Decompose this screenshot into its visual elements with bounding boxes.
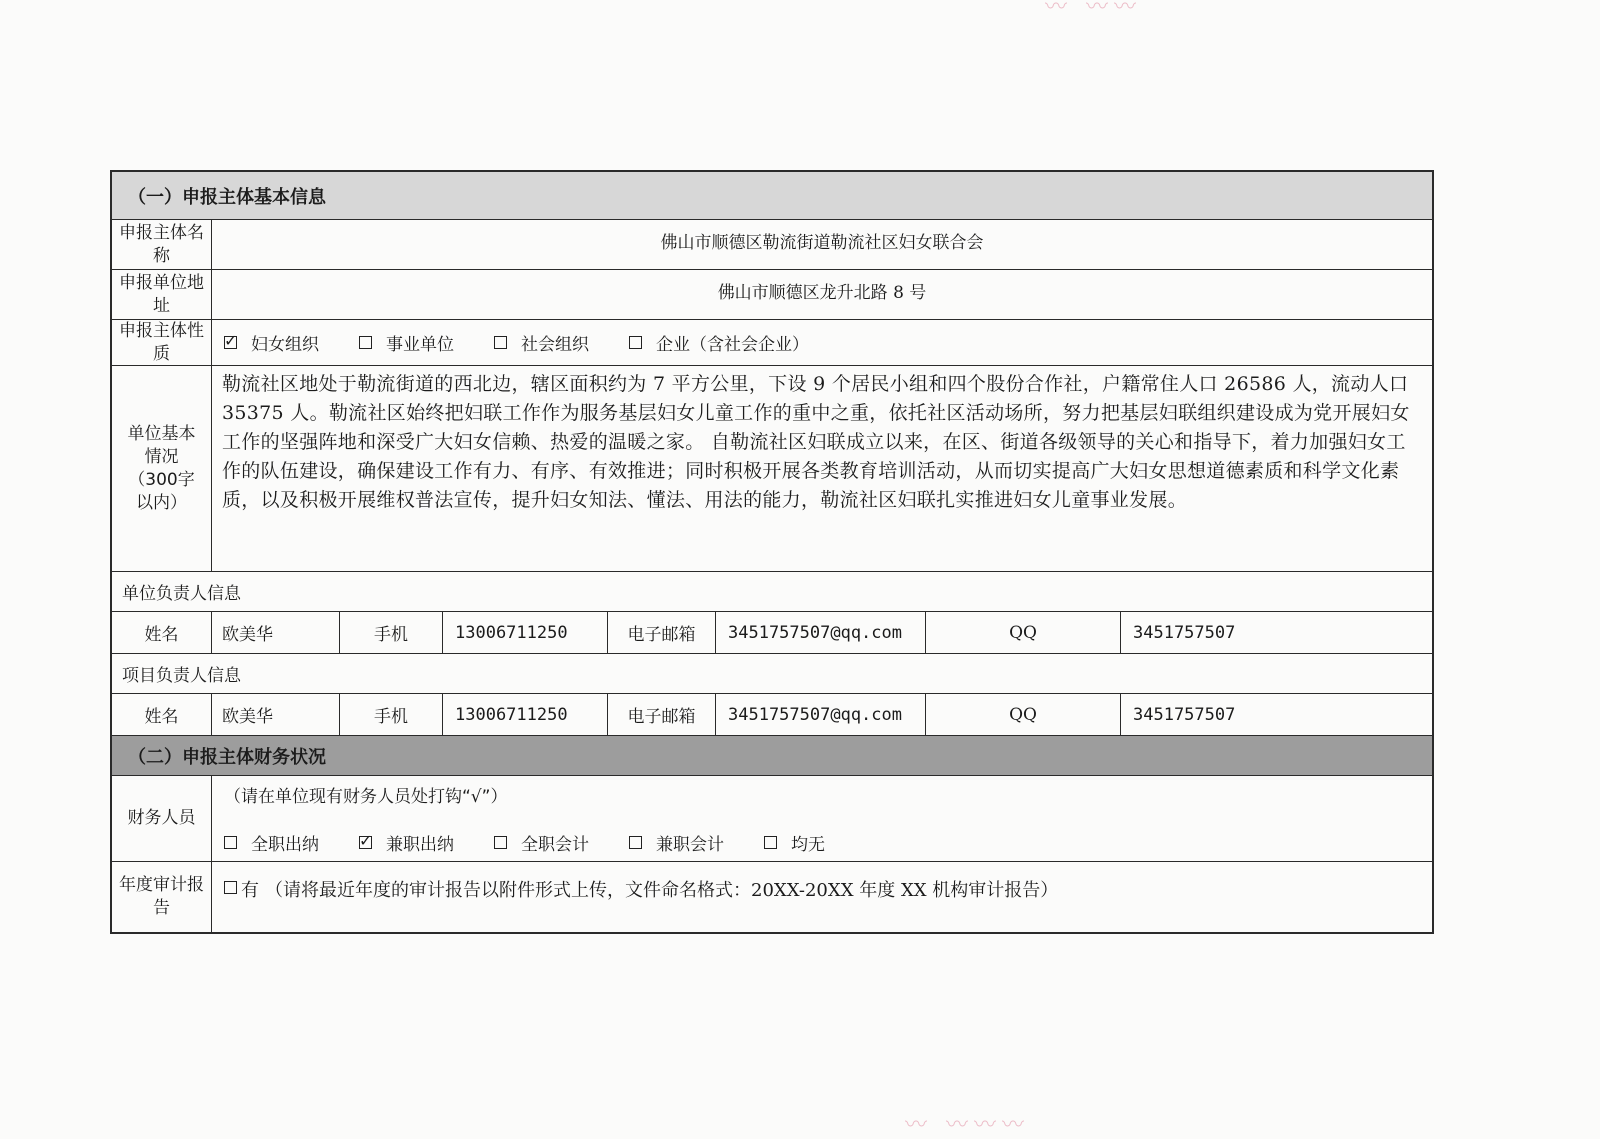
stamp-fragment-bottom: 〰 〰〰〰 [905,1113,1030,1138]
stamp-fragment-top: 〰 〰〰 [1045,0,1142,20]
nature-option-public-institution[interactable]: 事业单位 [359,330,454,355]
nature-option-women-org[interactable]: ✓ 妇女组织 [224,330,319,355]
project-leader-row [112,694,1432,736]
unit-leader-title: 单位负责人信息 [122,584,241,604]
project-leader-header [112,654,1432,694]
checkbox-icon[interactable] [224,881,237,894]
staff-option-fulltime-accountant[interactable]: 全职会计 [494,830,589,855]
checkbox-icon[interactable] [224,836,237,849]
audit-report-content [212,862,1432,932]
checkbox-icon[interactable] [764,836,777,849]
finance-staff-label: 财务人员 [112,776,212,861]
project-leader-phone-label: 手机 [340,694,443,735]
staff-option-parttime-accountant[interactable]: 兼职会计 [629,830,724,855]
project-leader-qq-label: QQ [926,694,1121,735]
applicant-address-value[interactable]: 佛山市顺德区龙升北路 8 号 [717,283,927,303]
checkbox-icon[interactable] [629,336,642,349]
applicant-name-label: 申报主体名称 [112,220,212,269]
finance-staff-row [112,776,1432,862]
unit-leader-phone-label: 手机 [340,612,443,653]
audit-option-label: 有 [241,880,259,901]
project-leader-email[interactable]: 3451757507@qq.com [716,694,926,735]
staff-option-parttime-cashier[interactable]: ✓ 兼职出纳 [359,830,454,855]
audit-report-label: 年度审计报告 [112,862,212,932]
checkbox-icon[interactable] [359,336,372,349]
unit-leader-row [112,612,1432,654]
staff-option-fulltime-cashier[interactable]: 全职出纳 [224,830,319,855]
unit-leader-name[interactable]: 欧美华 [212,612,340,653]
unit-leader-name-label: 姓名 [112,612,212,653]
checkbox-icon[interactable] [494,836,507,849]
unit-leader-email-label: 电子邮箱 [608,612,716,653]
section2-title: （二）申报主体财务状况 [128,746,326,768]
staff-option-none[interactable]: 均无 [764,830,825,855]
project-leader-name[interactable]: 欧美华 [212,694,340,735]
applicant-nature-label: 申报主体性质 [112,320,212,365]
project-leader-email-label: 电子邮箱 [608,694,716,735]
unit-leader-email[interactable]: 3451757507@qq.com [716,612,926,653]
unit-leader-phone[interactable]: 13006711250 [443,612,608,653]
audit-report-row [112,862,1432,932]
applicant-name-row [112,220,1432,270]
applicant-address-row [112,270,1432,320]
finance-staff-hint: （请在单位现有财务人员处打钩“√”） [224,787,508,807]
application-form-table [110,170,1434,934]
unit-leader-qq[interactable]: 3451757507 [1133,622,1236,643]
checkbox-icon[interactable] [629,836,642,849]
nature-options [212,320,1432,365]
unit-leader-qq-label: QQ [926,612,1121,653]
unit-leader-header [112,572,1432,612]
checkbox-icon[interactable] [494,336,507,349]
checkbox-icon[interactable] [224,336,237,349]
section1-header [112,172,1432,220]
basic-info-row [112,366,1432,572]
finance-staff-content [212,776,1432,861]
nature-option-social-org[interactable]: 社会组织 [494,330,589,355]
checkbox-icon[interactable] [359,836,372,849]
project-leader-phone[interactable]: 13006711250 [443,694,608,735]
project-leader-qq[interactable]: 3451757507 [1133,704,1236,725]
project-leader-name-label: 姓名 [112,694,212,735]
basic-info-text[interactable]: 勒流社区地处于勒流街道的西北边，辖区面积约为 7 平方公里，下设 9 个居民小组和四个股份合作社，户籍常住人口 26586 人，流动人口 35375 人。勒流社区始终把妇联工作作为服务基层妇女儿童工作的重中之重，依托社区活动场所，努力把基层妇联组织建设成为党开展妇女工作的坚强阵地和深受广大妇女信赖、热爱的温暖之家。 自勒流社区妇联成立以来，在区、街道各级领导的关心和指导下，着力加强妇女工作的队伍建设，确保建设工作有力、有序、有效推进；同时积极开展各类教育培训活动，从而切实提高广大妇女思想道德素质和科学文化素质，以及积极开展维权普法宣传，提升妇女知法、懂法、用法的能力，勒流社区妇联扎实推进妇女儿童事业发展。 [222,373,1410,511]
applicant-address-label: 申报单位地址 [112,270,212,319]
nature-option-enterprise[interactable]: 企业（含社会企业） [629,330,809,355]
project-leader-title: 项目负责人信息 [122,666,241,686]
section1-title: （一）申报主体基本信息 [128,186,326,208]
finance-staff-options [224,830,1420,855]
applicant-nature-row [112,320,1432,366]
basic-info-label: 单位基本情况（300字以内） [112,366,212,571]
applicant-name-value[interactable]: 佛山市顺德区勒流街道勒流社区妇女联合会 [660,233,984,253]
audit-note: （请将最近年度的审计报告以附件形式上传，文件命名格式：20XX-20XX 年度 XX 机构审计报告） [265,880,1059,901]
section2-header [112,736,1432,776]
